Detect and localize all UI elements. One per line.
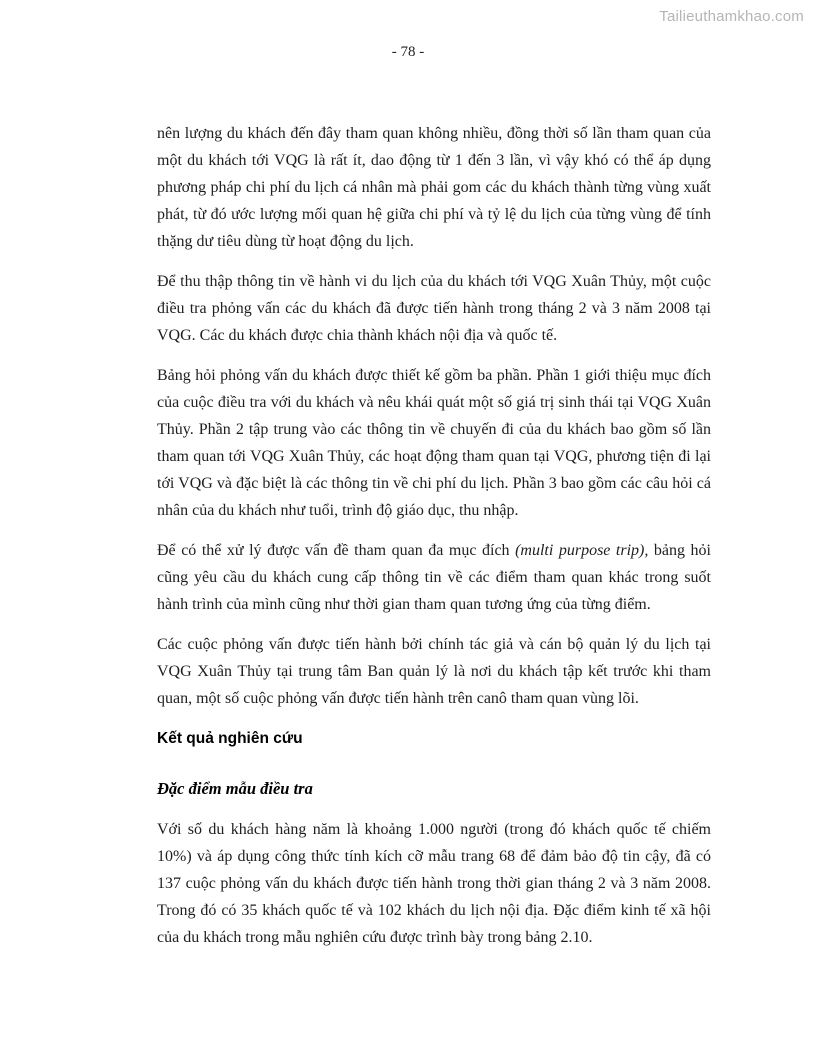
page-number: - 78 -	[391, 44, 425, 60]
paragraph-travel-cost-method: nên lượng du khách đến đây tham quan không nhiều, đồng thời số lần tham quan của một du khách tới VQG là rất ít, dao động từ 1 đến 3 lần, vì vậy khó có thể áp dụng phương pháp chi phí du lịch cá nhân mà phải gom các du khách thành từng vùng xuất phát, từ đó ước lượng mối quan hệ giữa chi phí và tỷ lệ du lịch của từng vùng để tính thặng dư tiêu dùng từ hoạt động du lịch.	[157, 125, 711, 250]
section-heading-results: Kết quả nghiên cứu	[157, 730, 303, 747]
paragraph-sample-description: Với số du khách hàng năm là khoảng 1.000 người (trong đó khách quốc tế chiếm 10%) và áp dụng công thức tính kích cỡ mẫu trang 68 để đảm bảo độ tin cậy, đã có 137 cuộc phỏng vấn du khách được tiến hành trong thời gian tháng 2 và 3 năm 2008. Trong đó có 35 khách quốc tế và 102 khách du lịch nội địa. Đặc điểm kinh tế xã hội của du khách trong mẫu nghiên cứu được trình bày trong bảng 2.10.	[157, 821, 711, 946]
italic-phrase: (multi purpose trip),	[515, 542, 649, 559]
paragraph-survey-intro: Để thu thập thông tin về hành vi du lịch của du khách tới VQG Xuân Thủy, một cuộc điều tra phỏng vấn các du khách đã được tiến hành trong tháng 2 và 3 năm 2008 tại VQG. Các du khách được chia thành khách nội địa và quốc tế.	[157, 273, 711, 344]
paragraph-text: Để có thể xử lý được vấn đề tham quan đa mục đích	[157, 542, 516, 559]
subsection-heading-sample: Đặc điểm mẫu điều tra	[157, 779, 313, 798]
document-body	[157, 120, 711, 964]
paragraph-interview-conduct: Các cuộc phỏng vấn được tiến hành bởi chính tác giả và cán bộ quản lý du lịch tại VQG Xuân Thủy tại trung tâm Ban quản lý là nơi du khách tập kết trước khi tham quan, một số cuộc phỏng vấn được tiến hành trên canô tham quan vùng lõi.	[157, 636, 711, 707]
paragraph-questionnaire-structure: Bảng hỏi phỏng vấn du khách được thiết kế gồm ba phần. Phần 1 giới thiệu mục đích của cuộc điều tra với du khách và nêu khái quát một số giá trị sinh thái tại VQG Xuân Thủy. Phần 2 tập trung vào các thông tin về chuyến đi của du khách bao gồm số lần tham quan tới VQG Xuân Thủy, các hoạt động tham quan tại VQG, phương tiện đi lại tới VQG và đặc biệt là các thông tin về chi phí du lịch. Phần 3 bao gồm các câu hỏi cá nhân của du khách như tuổi, trình độ giáo dục, thu nhập.	[157, 367, 711, 519]
paragraph-text: bảng hỏi cũng yêu cầu du khách cung cấp thông tin về các điểm tham quan khác trong suốt hành trình của mình cũng như thời gian tham quan tương ứng của từng điểm.	[157, 542, 712, 613]
paragraph-multi-purpose-trip	[157, 537, 711, 618]
watermark-text: Tailieuthamkhao.com	[659, 8, 804, 25]
